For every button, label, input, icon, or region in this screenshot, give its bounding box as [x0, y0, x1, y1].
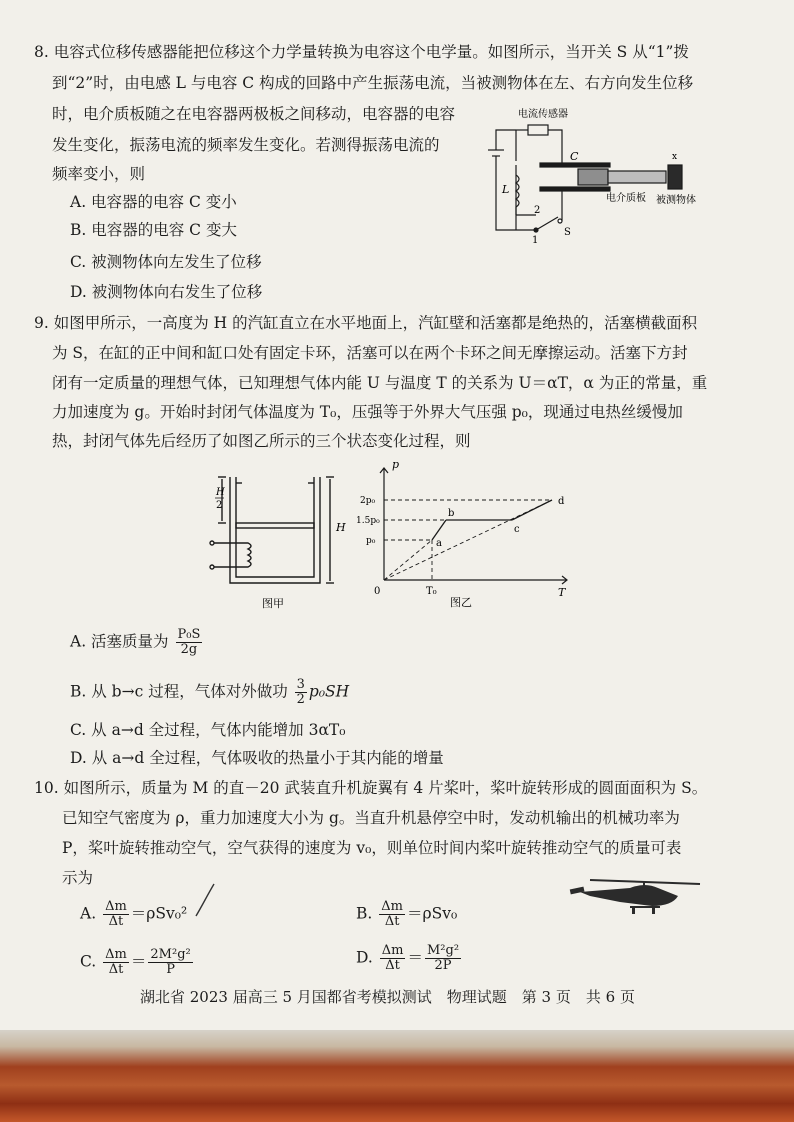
t-axis-label: T	[558, 586, 566, 599]
p-axis-label: p	[392, 458, 400, 471]
height-label: H	[336, 521, 346, 534]
switch-pos-2: 2	[534, 205, 541, 216]
q8-line-5: 频率变小，则	[52, 165, 146, 183]
q10-line-2: 已知空气密度为 ρ，重力加速度大小为 g。当直升机悬停空中时，发动机输出的机械功率为	[62, 809, 680, 827]
q8-line-1: 8. 电容式位移传感器能把位移这个力学量转换为电容这个电学量。如图所示，当开关 S 从“1”拨	[34, 43, 689, 61]
sensor-label: 电流传感器	[518, 109, 568, 120]
capacitor-label: C	[570, 150, 579, 163]
q10-d-eq: ＝	[407, 948, 423, 967]
q10-b-num: Δm	[381, 899, 403, 914]
dielectric-label: 电介质板	[606, 193, 646, 204]
cd-segment	[512, 500, 552, 520]
q9-line-2: 为 S，在缸的正中间和缸口处有固定卡环，活塞可以在两个卡环之间无摩擦运动。活塞下方封	[52, 344, 688, 362]
q9-b-numerator: 3	[296, 677, 305, 692]
q10-a-num: Δm	[105, 899, 127, 914]
q10-a-label: A.	[80, 904, 97, 923]
q8-line-2: 到“2”时，由电感 L 与电容 C 构成的回路中产生振荡电流，当被测物体在左、右方向发生位移	[52, 74, 694, 92]
t0-tick: T₀	[426, 586, 437, 597]
q9-b-text: B. 从 b→c 过程，气体对外做功	[70, 682, 288, 701]
q9-option-d: D. 从 a→d 全过程，气体吸收的热量小于其内能的增量	[70, 749, 444, 767]
q10-option-a	[80, 900, 187, 929]
pen-check-mark	[192, 880, 222, 920]
q10-line-3: P，桨叶旋转推动空气，空气获得的速度为 v₀，则单位时间内桨叶旋转推动空气的质量可表	[62, 839, 682, 857]
half-height-numerator: H	[216, 487, 225, 498]
page-footer: 湖北省 2023 届高三 5 月国都省考模拟测试 物理试题 第 3 页 共 6 页	[140, 988, 635, 1006]
q9-line-3: 闭有一定质量的理想气体，已知理想气体内能 U 与温度 T 的关系为 U＝αT，α 为正的常量，重	[52, 374, 708, 392]
switch-label: S	[564, 227, 571, 238]
displacement-label: x	[672, 152, 678, 162]
q10-c-num: Δm	[105, 947, 127, 962]
state-a-label: a	[436, 538, 442, 549]
q9-cylinder-figure	[200, 465, 350, 615]
q9-pT-graph	[356, 458, 582, 610]
q9-b-denominator: 2	[296, 692, 305, 707]
q8-line-4: 发生变化，振荡电流的频率发生变化。若测得振荡电流的	[52, 136, 440, 154]
state-b-label: b	[448, 508, 455, 519]
q10-c-den: Δt	[108, 962, 124, 977]
table-surface-background	[0, 1030, 794, 1122]
p-tick-p0: p₀	[366, 536, 376, 546]
q9-a-denominator: 2g	[180, 642, 198, 657]
q10-a-rhs: ＝ρSv₀²	[130, 904, 188, 923]
q10-a-den: Δt	[108, 914, 124, 929]
q9-line-4: 力加速度为 g。开始时封闭气体温度为 T₀，压强等于外界大气压强 p₀，现通过电热丝缓慢加	[52, 403, 683, 421]
q8-option-a: A. 电容器的电容 C 变小	[70, 193, 237, 211]
q9-option-a	[70, 628, 204, 657]
q10-option-b	[356, 900, 457, 929]
q10-line-4: 示为	[62, 869, 94, 887]
state-d-label: d	[558, 496, 565, 507]
figure-a-caption: 图甲	[262, 597, 284, 610]
switch-pos-1: 1	[532, 235, 539, 246]
q10-d-num2: M²g²	[426, 943, 460, 958]
q10-b-rhs: ＝ρSv₀	[406, 904, 458, 923]
q10-d-den2: 2P	[434, 958, 452, 973]
q9-line-5: 热，封闭气体先后经历了如图乙所示的三个状态变化过程，则	[52, 432, 471, 450]
q8-option-c: C. 被测物体向左发生了位移	[70, 253, 262, 271]
q9-option-c: C. 从 a→d 全过程，气体内能增加 3αT₀	[70, 721, 346, 739]
q10-c-eq: ＝	[130, 952, 147, 971]
object-label: 被测物体	[656, 195, 696, 206]
half-height-denominator: 2	[216, 500, 223, 511]
q8-line-3: 时，电介质板随之在电容器两极板之间移动，电容器的电容	[52, 105, 456, 123]
q10-d-label: D.	[356, 948, 373, 967]
q10-option-d	[356, 944, 463, 973]
state-c-label: c	[514, 524, 520, 535]
p-tick-2p0: 2p₀	[360, 496, 376, 506]
q10-c-label: C.	[80, 952, 97, 971]
inductor-label: L	[502, 183, 510, 196]
q8-circuit-diagram	[478, 105, 718, 245]
q9-a-text: A. 活塞质量为	[70, 632, 169, 651]
figure-b-caption: 图乙	[450, 596, 472, 609]
ab-segment	[432, 520, 446, 540]
q9-a-numerator: P₀S	[177, 627, 201, 642]
origin-label: 0	[374, 586, 381, 597]
q10-line-1: 10. 如图所示，质量为 M 的直－20 武装直升机旋翼有 4 片桨叶，桨叶旋转形成的圆面面积为 S。	[34, 779, 708, 797]
q9-option-b	[70, 678, 349, 707]
q10-d-den: Δt	[385, 958, 400, 973]
q10-b-den: Δt	[384, 914, 400, 929]
q10-option-c	[80, 948, 195, 977]
current-sensor-box	[528, 125, 548, 135]
q10-c-den2: P	[166, 962, 175, 977]
q9-line-1: 9. 如图甲所示，一高度为 H 的汽缸直立在水平地面上，汽缸壁和活塞都是绝热的，活塞横截面积	[34, 314, 698, 332]
p-tick-1.5p0: 1.5p₀	[356, 516, 380, 526]
q9-b-tail: p₀SH	[308, 682, 350, 701]
q10-b-label: B.	[356, 904, 373, 923]
q8-option-b: B. 电容器的电容 C 变大	[70, 221, 237, 239]
q8-option-d: D. 被测物体向右发生了位移	[70, 283, 263, 301]
helicopter-image	[560, 866, 710, 926]
q10-d-num: Δm	[381, 943, 404, 958]
q10-c-num2: 2M²g²	[150, 947, 191, 962]
